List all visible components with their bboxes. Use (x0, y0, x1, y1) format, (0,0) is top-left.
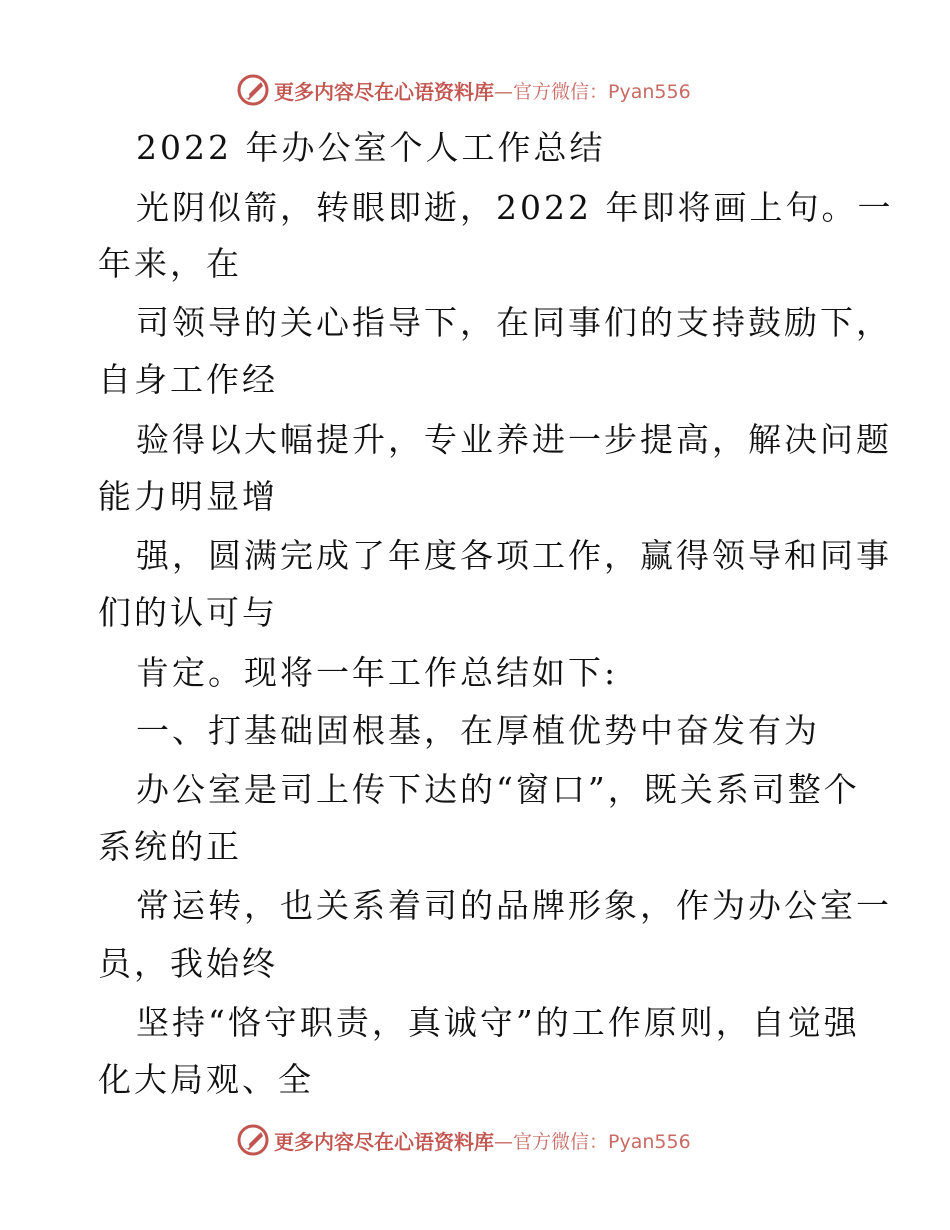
text-line: 们的认可与 (98, 593, 278, 632)
text-line: 司领导的关心指导下，在同事们的支持鼓励下， (136, 303, 892, 342)
text-line: 年来，在 (98, 244, 242, 283)
text-line: 能力明显增 (98, 477, 278, 516)
text-line: 系统的正 (98, 827, 242, 866)
text-line: 光阴似箭，转眼即逝，2022 年即将画上句。一 (136, 188, 894, 227)
quill-logo-icon (236, 73, 270, 107)
document-title: 2022 年办公室个人工作总结 (136, 128, 606, 167)
watermark-sub-text: —官方微信：Pyan556 (494, 80, 691, 103)
footer-watermark (236, 1122, 716, 1158)
text-line: 强，圆满完成了年度各项工作，赢得领导和同事 (136, 536, 892, 575)
text-line: 办公室是司上传下达的“窗口”，既关系司整个 (136, 770, 860, 809)
text-line: 员，我始终 (98, 944, 278, 983)
watermark-sub-text: —官方微信：Pyan556 (494, 1130, 691, 1153)
quill-logo-icon (236, 1123, 270, 1157)
text-line: 坚持“恪守职责，真诚守”的工作原则，自觉强 (136, 1003, 860, 1042)
header-watermark (236, 72, 716, 108)
watermark-main-text: 更多内容尽在心语资料库 (274, 79, 494, 104)
section-heading: 一、打基础固根基，在厚植优势中奋发有为 (136, 711, 820, 750)
watermark-main-text: 更多内容尽在心语资料库 (274, 1129, 494, 1154)
text-line: 常运转，也关系着司的品牌形象，作为办公室一 (136, 886, 892, 925)
text-line: 验得以大幅提升，专业养进一步提高，解决问题 (136, 420, 892, 459)
text-line: 化大局观、全 (98, 1060, 314, 1099)
text-line: 肯定。现将一年工作总结如下: (136, 653, 619, 692)
text-line: 自身工作经 (98, 360, 278, 399)
